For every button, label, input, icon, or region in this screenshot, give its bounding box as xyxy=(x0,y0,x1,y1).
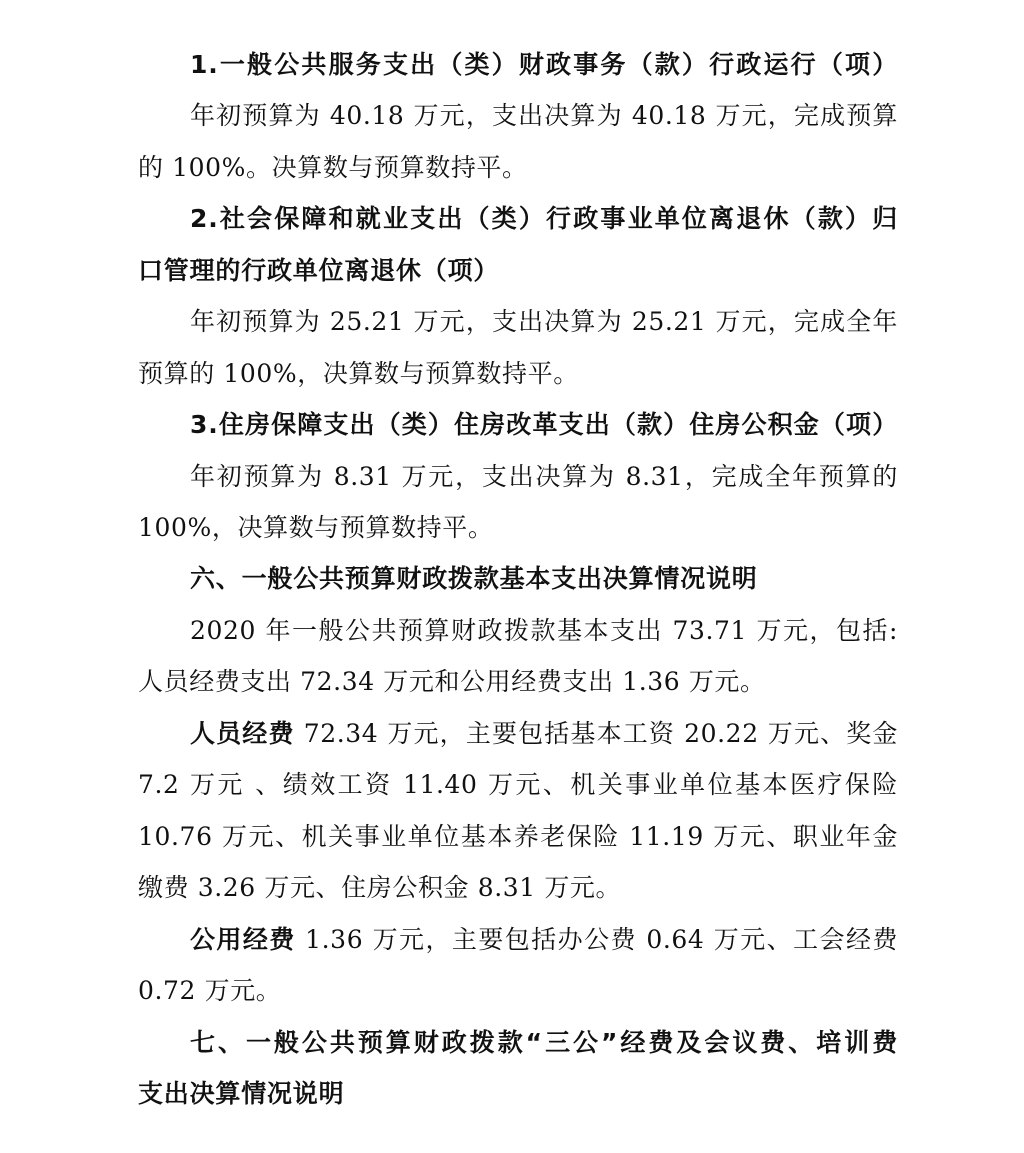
personnel-line1-text: 72.34 万元，主要包括基本工资 20.22 万元、奖金 xyxy=(294,719,898,748)
item3-body-line1: 年初预算为 8.31 万元，支出决算为 8.31，完成全年预算的 xyxy=(190,462,898,491)
section7-heading-line1: 七、一般公共预算财政拨款“三公”经费及会议费、培训费 xyxy=(190,1028,898,1057)
personnel-line1 xyxy=(190,717,898,751)
item1-body-line2: 的 100%。决算数与预算数持平。 xyxy=(138,153,528,182)
section6-heading: 六、一般公共预算财政拨款基本支出决算情况说明 xyxy=(190,564,758,593)
personnel-line3: 10.76 万元、机关事业单位基本养老保险 11.19 万元、职业年金 xyxy=(138,822,898,851)
public-line1-text: 1.36 万元，主要包括办公费 0.64 万元、工会经费 xyxy=(295,925,898,954)
item1-body-line1: 年初预算为 40.18 万元，支出决算为 40.18 万元，完成预算 xyxy=(190,101,898,130)
public-label: 公用经费 xyxy=(190,925,296,954)
public-line1 xyxy=(190,923,898,957)
personnel-line2: 7.2 万元 、绩效工资 11.40 万元、机关事业单位基本医疗保险 xyxy=(138,770,898,799)
public-line2: 0.72 万元。 xyxy=(138,976,282,1005)
item2-heading-line1: 2.社会保障和就业支出（类）行政事业单位离退休（款）归 xyxy=(190,204,898,233)
section6-intro-line1: 2020 年一般公共预算财政拨款基本支出 73.71 万元，包括: xyxy=(190,616,898,645)
section6-intro-line2: 人员经费支出 72.34 万元和公用经费支出 1.36 万元。 xyxy=(138,667,766,696)
item1-heading: 1.一般公共服务支出（类）财政事务（款）行政运行（项） xyxy=(190,50,898,79)
personnel-line4: 缴费 3.26 万元、住房公积金 8.31 万元。 xyxy=(138,873,622,902)
item2-heading-line2: 口管理的行政单位离退休（项） xyxy=(138,256,500,285)
section7-heading-line2: 支出决算情况说明 xyxy=(138,1079,345,1108)
personnel-label: 人员经费 xyxy=(190,719,295,748)
item2-body-line1: 年初预算为 25.21 万元，支出决算为 25.21 万元，完成全年 xyxy=(190,307,898,336)
item2-body-line2: 预算的 100%，决算数与预算数持平。 xyxy=(138,359,579,388)
item3-body-line2: 100%，决算数与预算数持平。 xyxy=(138,513,494,542)
item3-heading: 3.住房保障支出（类）住房改革支出（款）住房公积金（项） xyxy=(190,410,898,439)
